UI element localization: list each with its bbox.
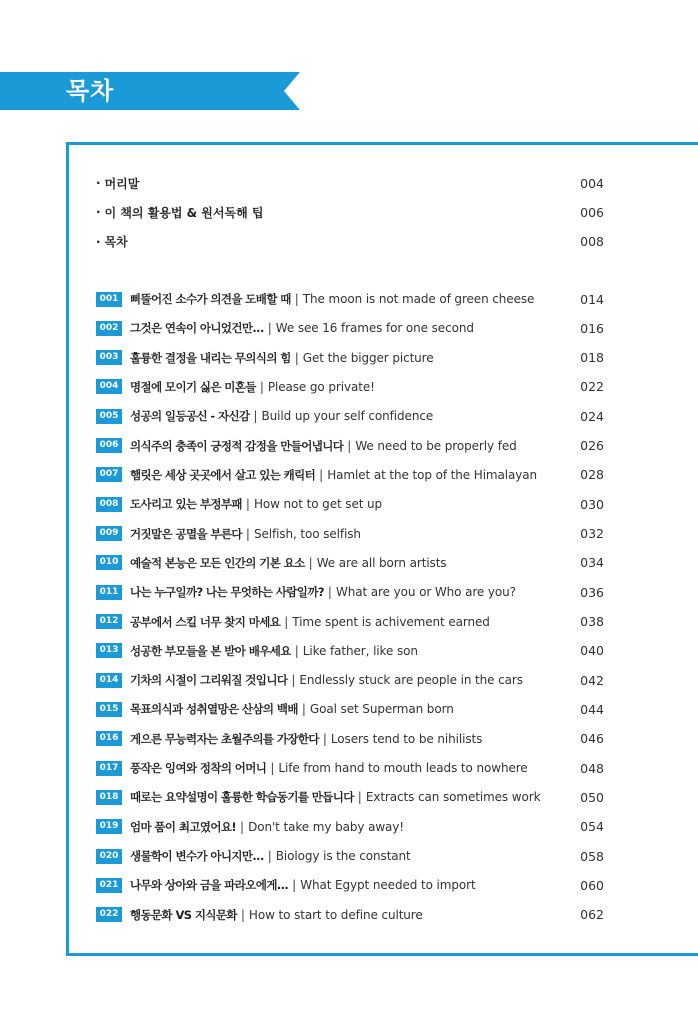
chapter-number-badge: 008 — [96, 497, 122, 512]
chapter-title-english: The moon is not made of green cheese — [302, 292, 535, 306]
title-separator: | — [245, 526, 250, 541]
chapter-title-korean: 목표의식과 성취열망은 산삼의 백배 — [130, 702, 298, 717]
page-number: 022 — [580, 379, 604, 395]
chapter-title-english: We are all born artists — [316, 555, 447, 570]
chapter-item[interactable] — [96, 288, 604, 310]
chapter-title-english: What Egypt needed to import — [300, 878, 476, 893]
chapter-title-korean: 의식주의 충족이 긍정적 감정을 만들어냅니다 — [130, 438, 344, 453]
chapter-number-badge: 011 — [96, 585, 122, 600]
page-number: 028 — [580, 467, 604, 483]
chapter-number-badge: 022 — [96, 907, 122, 922]
title-separator: | — [294, 643, 299, 658]
chapter-number-badge: 009 — [96, 526, 122, 541]
chapter-title-english: Get the bigger picture — [302, 350, 434, 365]
chapter-title-korean: 예술적 본능은 모든 인간의 기본 요소 — [130, 555, 305, 570]
title-separator: | — [267, 321, 272, 336]
chapter-title-english: Goal set Superman born — [309, 702, 454, 717]
title-separator: | — [292, 878, 297, 893]
front-matter-label: 목차 — [104, 235, 128, 250]
title-separator: | — [347, 438, 352, 453]
chapter-number-badge: 003 — [96, 350, 122, 365]
chapter-item[interactable] — [96, 669, 604, 691]
chapter-title-korean: 도사리고 있는 부정부패 — [130, 497, 242, 512]
page-number: 034 — [580, 555, 604, 571]
front-matter-item[interactable] — [96, 201, 604, 223]
page-number: 048 — [580, 760, 604, 776]
chapter-number-badge: 010 — [96, 555, 122, 570]
chapter-title-korean: 공부에서 스킬 너무 찾지 마세요 — [130, 614, 281, 629]
title-separator: | — [294, 292, 299, 306]
chapter-title-korean: 나무와 상아와 금을 파라오에게... — [130, 878, 289, 893]
chapter-title-english: We need to be properly fed — [355, 438, 517, 453]
bullet-dot: · — [96, 234, 101, 249]
title-separator: | — [357, 790, 362, 805]
page-number: 046 — [580, 731, 604, 747]
page-number: 062 — [580, 907, 604, 923]
page-number: 038 — [580, 614, 604, 630]
chapter-number-badge: 012 — [96, 614, 122, 629]
chapter-title-english: Losers tend to be nihilists — [330, 731, 483, 746]
chapter-title-korean: 생물학이 변수가 아니지만... — [130, 849, 264, 864]
page-number: 008 — [580, 234, 604, 250]
chapter-item[interactable] — [96, 698, 604, 720]
chapter-item[interactable] — [96, 845, 604, 867]
chapter-title-english: Selfish, too selfish — [253, 526, 361, 541]
chapter-number-badge: 004 — [96, 379, 122, 394]
title-separator: | — [294, 350, 299, 365]
title-separator: | — [301, 702, 306, 717]
bullet-dot: · — [96, 176, 101, 190]
page-number: 014 — [580, 291, 604, 307]
chapter-title-english: How not to get set up — [253, 497, 383, 512]
title-separator: | — [240, 907, 245, 922]
title-separator: | — [270, 761, 275, 776]
chapter-number-badge: 021 — [96, 878, 122, 893]
page-number: 058 — [580, 848, 604, 864]
chapter-title-korean: 삐뚤어진 소수가 의견을 도배할 때 — [130, 292, 291, 306]
page-number: 032 — [580, 526, 604, 542]
chapter-item[interactable] — [96, 816, 604, 838]
chapter-title-korean: 성공한 부모들을 본 받아 배우세요 — [130, 643, 291, 658]
chapter-title-korean: 게으른 무능력자는 초월주의를 가장한다 — [130, 731, 319, 746]
page-number: 030 — [580, 496, 604, 512]
chapter-title-english: Endlessly stuck are people in the cars — [299, 673, 523, 688]
title-separator: | — [253, 409, 258, 424]
front-matter-label: 머리말 — [104, 176, 140, 191]
page-number: 040 — [580, 643, 604, 659]
chapter-title-english: Like father, like son — [302, 643, 418, 658]
chapter-item[interactable] — [96, 317, 604, 339]
title-separator: | — [259, 379, 264, 394]
chapter-title-english: Please go private! — [267, 379, 375, 394]
title-separator: | — [319, 467, 324, 482]
chapter-title-english: Build up your self confidence — [261, 409, 434, 424]
chapter-number-badge: 014 — [96, 673, 122, 688]
page-number: 036 — [580, 584, 604, 600]
chapter-item[interactable] — [96, 435, 604, 457]
chapter-title-english: Biology is the constant — [275, 849, 411, 864]
chapter-item[interactable] — [96, 523, 604, 545]
chapter-title-korean: 훌륭한 결정을 내리는 무의식의 힘 — [130, 350, 291, 365]
page-number: 044 — [580, 701, 604, 717]
chapter-title-korean: 나는 누구일까? 나는 무엇하는 사람일까? — [130, 585, 324, 600]
page-number: 060 — [580, 877, 604, 893]
chapter-title-english: We see 16 frames for one second — [275, 321, 474, 336]
page-title: 목차 — [66, 77, 115, 105]
chapter-title-english: Extracts can sometimes work — [365, 790, 541, 805]
chapter-number-badge: 007 — [96, 467, 122, 482]
chapter-number-badge: 016 — [96, 731, 122, 746]
chapter-item[interactable] — [96, 464, 604, 486]
chapter-item[interactable] — [96, 581, 604, 603]
page-number: 050 — [580, 789, 604, 805]
chapter-number-badge: 013 — [96, 643, 122, 658]
page-number: 054 — [580, 819, 604, 835]
chapter-title-korean: 때로는 요약설명이 훌륭한 학습동기를 만듭니다 — [130, 790, 354, 805]
page-number: 006 — [580, 204, 604, 220]
chapter-title-english: Hamlet at the top of the Himalayan — [327, 467, 538, 482]
chapter-item[interactable] — [96, 904, 604, 926]
chapter-title-korean: 성공의 일등공신 - 자신감 — [130, 409, 250, 424]
title-separator: | — [327, 585, 332, 600]
chapter-number-badge: 005 — [96, 409, 122, 424]
chapter-item[interactable] — [96, 611, 604, 633]
chapter-item[interactable] — [96, 786, 604, 808]
chapter-title-english: How to start to define culture — [248, 907, 423, 922]
chapter-number-badge: 017 — [96, 761, 122, 776]
title-separator: | — [267, 849, 272, 864]
title-separator: | — [284, 614, 289, 629]
title-separator: | — [245, 497, 250, 512]
chapter-number-badge: 015 — [96, 702, 122, 717]
front-matter-item[interactable] — [96, 231, 604, 253]
chapter-number-badge: 018 — [96, 790, 122, 805]
chapter-item[interactable] — [96, 757, 604, 779]
title-separator: | — [291, 673, 296, 688]
chapter-title-english: What are you or Who are you? — [335, 585, 516, 600]
chapter-item[interactable] — [96, 347, 604, 369]
chapter-title-korean: 거짓말은 공멸을 부른다 — [130, 526, 242, 541]
chapter-item[interactable] — [96, 405, 604, 427]
chapter-item[interactable] — [96, 493, 604, 515]
chapter-title-english: Don't take my baby away! — [248, 819, 405, 834]
chapter-title-korean: 기차의 시절이 그리워질 것입니다 — [130, 673, 288, 688]
page-number: 042 — [580, 672, 604, 688]
chapter-title-korean: 엄마 품이 최고였어요! — [130, 819, 237, 834]
chapter-item[interactable] — [96, 728, 604, 750]
title-banner — [0, 72, 300, 110]
chapter-title-korean: 풍작은 잉여와 정착의 어머니 — [130, 761, 267, 776]
bullet-dot: · — [96, 205, 101, 220]
title-separator: | — [308, 555, 313, 570]
chapter-title-korean: 행동문화 VS 지식문화 — [130, 907, 237, 922]
chapter-item[interactable] — [96, 552, 604, 574]
page-number: 004 — [580, 175, 604, 191]
chapter-number-badge: 001 — [96, 292, 122, 307]
page-number: 024 — [580, 408, 604, 424]
front-matter-label: 이 책의 활용법 & 원서독해 팁 — [104, 205, 264, 220]
chapter-title-english: Life from hand to mouth leads to nowhere — [278, 761, 528, 776]
chapter-number-badge: 020 — [96, 849, 122, 864]
chapter-item[interactable] — [96, 376, 604, 398]
page-number: 016 — [580, 320, 604, 336]
page-number: 026 — [580, 438, 604, 454]
title-separator: | — [322, 731, 327, 746]
chapter-title-korean: 명절에 모이기 싫은 미혼들 — [130, 379, 256, 394]
chapter-item[interactable] — [96, 640, 604, 662]
chapter-number-badge: 019 — [96, 819, 122, 834]
chapter-item[interactable] — [96, 874, 604, 896]
chapter-title-korean: 그것은 연속이 아니었건만... — [130, 321, 264, 336]
chapter-number-badge: 006 — [96, 438, 122, 453]
front-matter-item[interactable] — [96, 172, 604, 194]
chapter-title-english: Time spent is achivement earned — [292, 614, 490, 629]
title-separator: | — [240, 819, 245, 834]
chapter-title-korean: 햄릿은 세상 곳곳에서 살고 있는 캐릭터 — [130, 467, 316, 482]
page-number: 018 — [580, 350, 604, 366]
chapter-number-badge: 002 — [96, 321, 122, 336]
